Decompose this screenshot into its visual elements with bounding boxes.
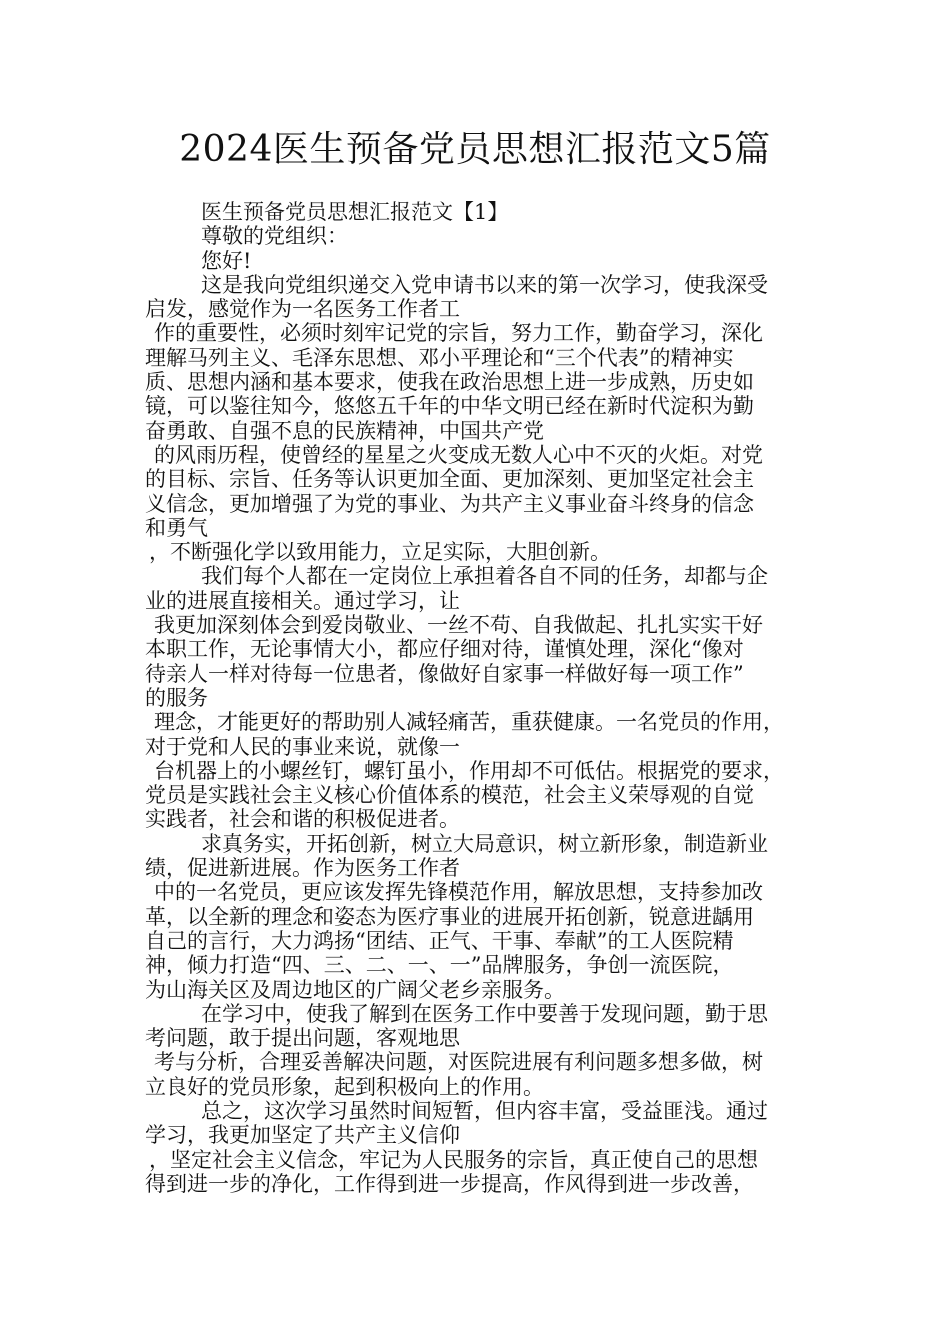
text-line: 革，以全新的理念和姿态为医疗事业的进展开拓创新，锐意进龋用 [145, 904, 754, 929]
text-line: 业的进展直接相关。通过学习，让 [145, 588, 460, 613]
document-title: 2024医生预备党员思想汇报范文5篇 [179, 129, 771, 170]
text-line: 考问题，敢于提出问题，客观地思 [145, 1026, 460, 1051]
text-line: 启发，感觉作为一名医务工作者工 [145, 297, 460, 322]
text-line: 理解马列主义、毛泽东思想、邓小平理论和“三个代表”的精神实 [145, 345, 734, 370]
text-line: 作的重要性，必须时刻牢记党的宗旨，努力工作，勤奋学习，深化 [154, 321, 763, 346]
text-line: 我更加深刻体会到爱岗敬业、一丝不苟、自我做起、扎扎实实干好 [154, 613, 763, 638]
text-line: 总之，这次学习虽然时间短暂，但内容丰富，受益匪浅。通过 [201, 1098, 768, 1123]
greeting: 您好! [201, 248, 252, 273]
text-line: 考与分析，合理妥善解决问题，对医院进展有利问题多想多做，树 [154, 1050, 763, 1075]
text-line: 自己的言行，大力鸿扬“团结、正气、干事、奉献”的工人医院精 [145, 928, 734, 953]
text-line: 待亲人一样对待每一位患者，像做好自家事一样做好每一项工作” [145, 661, 744, 686]
text-line: 得到进一步的净化，工作得到进一步提高，作风得到进一步改善， [145, 1171, 754, 1196]
text-line: 义信念，更加增强了为党的事业、为共产主义事业奋斗终身的信念 [145, 491, 754, 516]
text-line: ，不断强化学以致用能力，立足实际，大胆创新。 [149, 540, 611, 565]
text-line: 这是我向党组织递交入党申请书以来的第一次学习，使我深受 [201, 272, 768, 297]
text-line: 我们每个人都在一定岗位上承担着各自不同的任务，却都与企 [201, 564, 768, 589]
text-line: 奋勇敢、自强不息的民族精神，中国共产党 [145, 418, 544, 443]
text-line: 中的一名党员，更应该发挥先锋模范作用，解放思想，支持参加改 [154, 880, 763, 905]
text-line: 在学习中，使我了解到在医务工作中要善于发现问题，勤于思 [201, 1001, 768, 1026]
text-line: 学习，我更加坚定了共产主义信仰 [145, 1123, 460, 1148]
text-line: 党员是实践社会主义核心价值体系的模范，社会主义荣辱观的自觉 [145, 783, 754, 808]
text-line: 的服务 [145, 685, 208, 710]
section-heading: 医生预备党员思想汇报范文【1】 [201, 200, 509, 224]
text-line: 为山海关区及周边地区的广阔父老乡亲服务。 [145, 977, 565, 1002]
text-line: 实践者，社会和谐的积极促进者。 [145, 807, 460, 832]
text-line: ，坚定社会主义信念，牢记为人民服务的宗旨，真正使自己的思想 [149, 1147, 758, 1172]
text-line: 的目标、宗旨、任务等认识更加全面、更加深刻、更加坚定社会主 [145, 467, 754, 492]
text-line: 神，倾力打造“四、三、二、一、一”品牌服务，争创一流医院， [145, 953, 734, 978]
text-line: 和勇气 [145, 515, 208, 540]
text-line: 立良好的党员形象，起到积极向上的作用。 [145, 1074, 544, 1099]
text-line: 求真务实，开拓创新，树立大局意识，树立新形象，制造新业 [201, 831, 768, 856]
salutation: 尊敬的党组织： [201, 224, 348, 249]
document-body [145, 200, 817, 1196]
text-line: 台机器上的小螺丝钉，螺钉虽小，作用却不可低估。根据党的要求， [154, 758, 784, 783]
text-line: 对于党和人民的事业来说，就像一 [145, 734, 460, 759]
text-line: 本职工作，无论事情大小，都应仔细对待，谨慎处理，深化“像对 [145, 637, 744, 662]
text-line: 镜，可以鉴往知今，悠悠五千年的中华文明已经在新时代淀积为勤 [145, 394, 754, 419]
text-line: 质、思想内涵和基本要求，使我在政治思想上进一步成熟，历史如 [145, 370, 754, 395]
text-line: 绩，促进新进展。作为医务工作者 [145, 856, 460, 881]
text-line: 的风雨历程，使曾经的星星之火变成无数人心中不灭的火炬。对党 [154, 442, 763, 467]
text-line: 理念，才能更好的帮助别人减轻痛苦，重获健康。一名党员的作用， [154, 710, 784, 735]
